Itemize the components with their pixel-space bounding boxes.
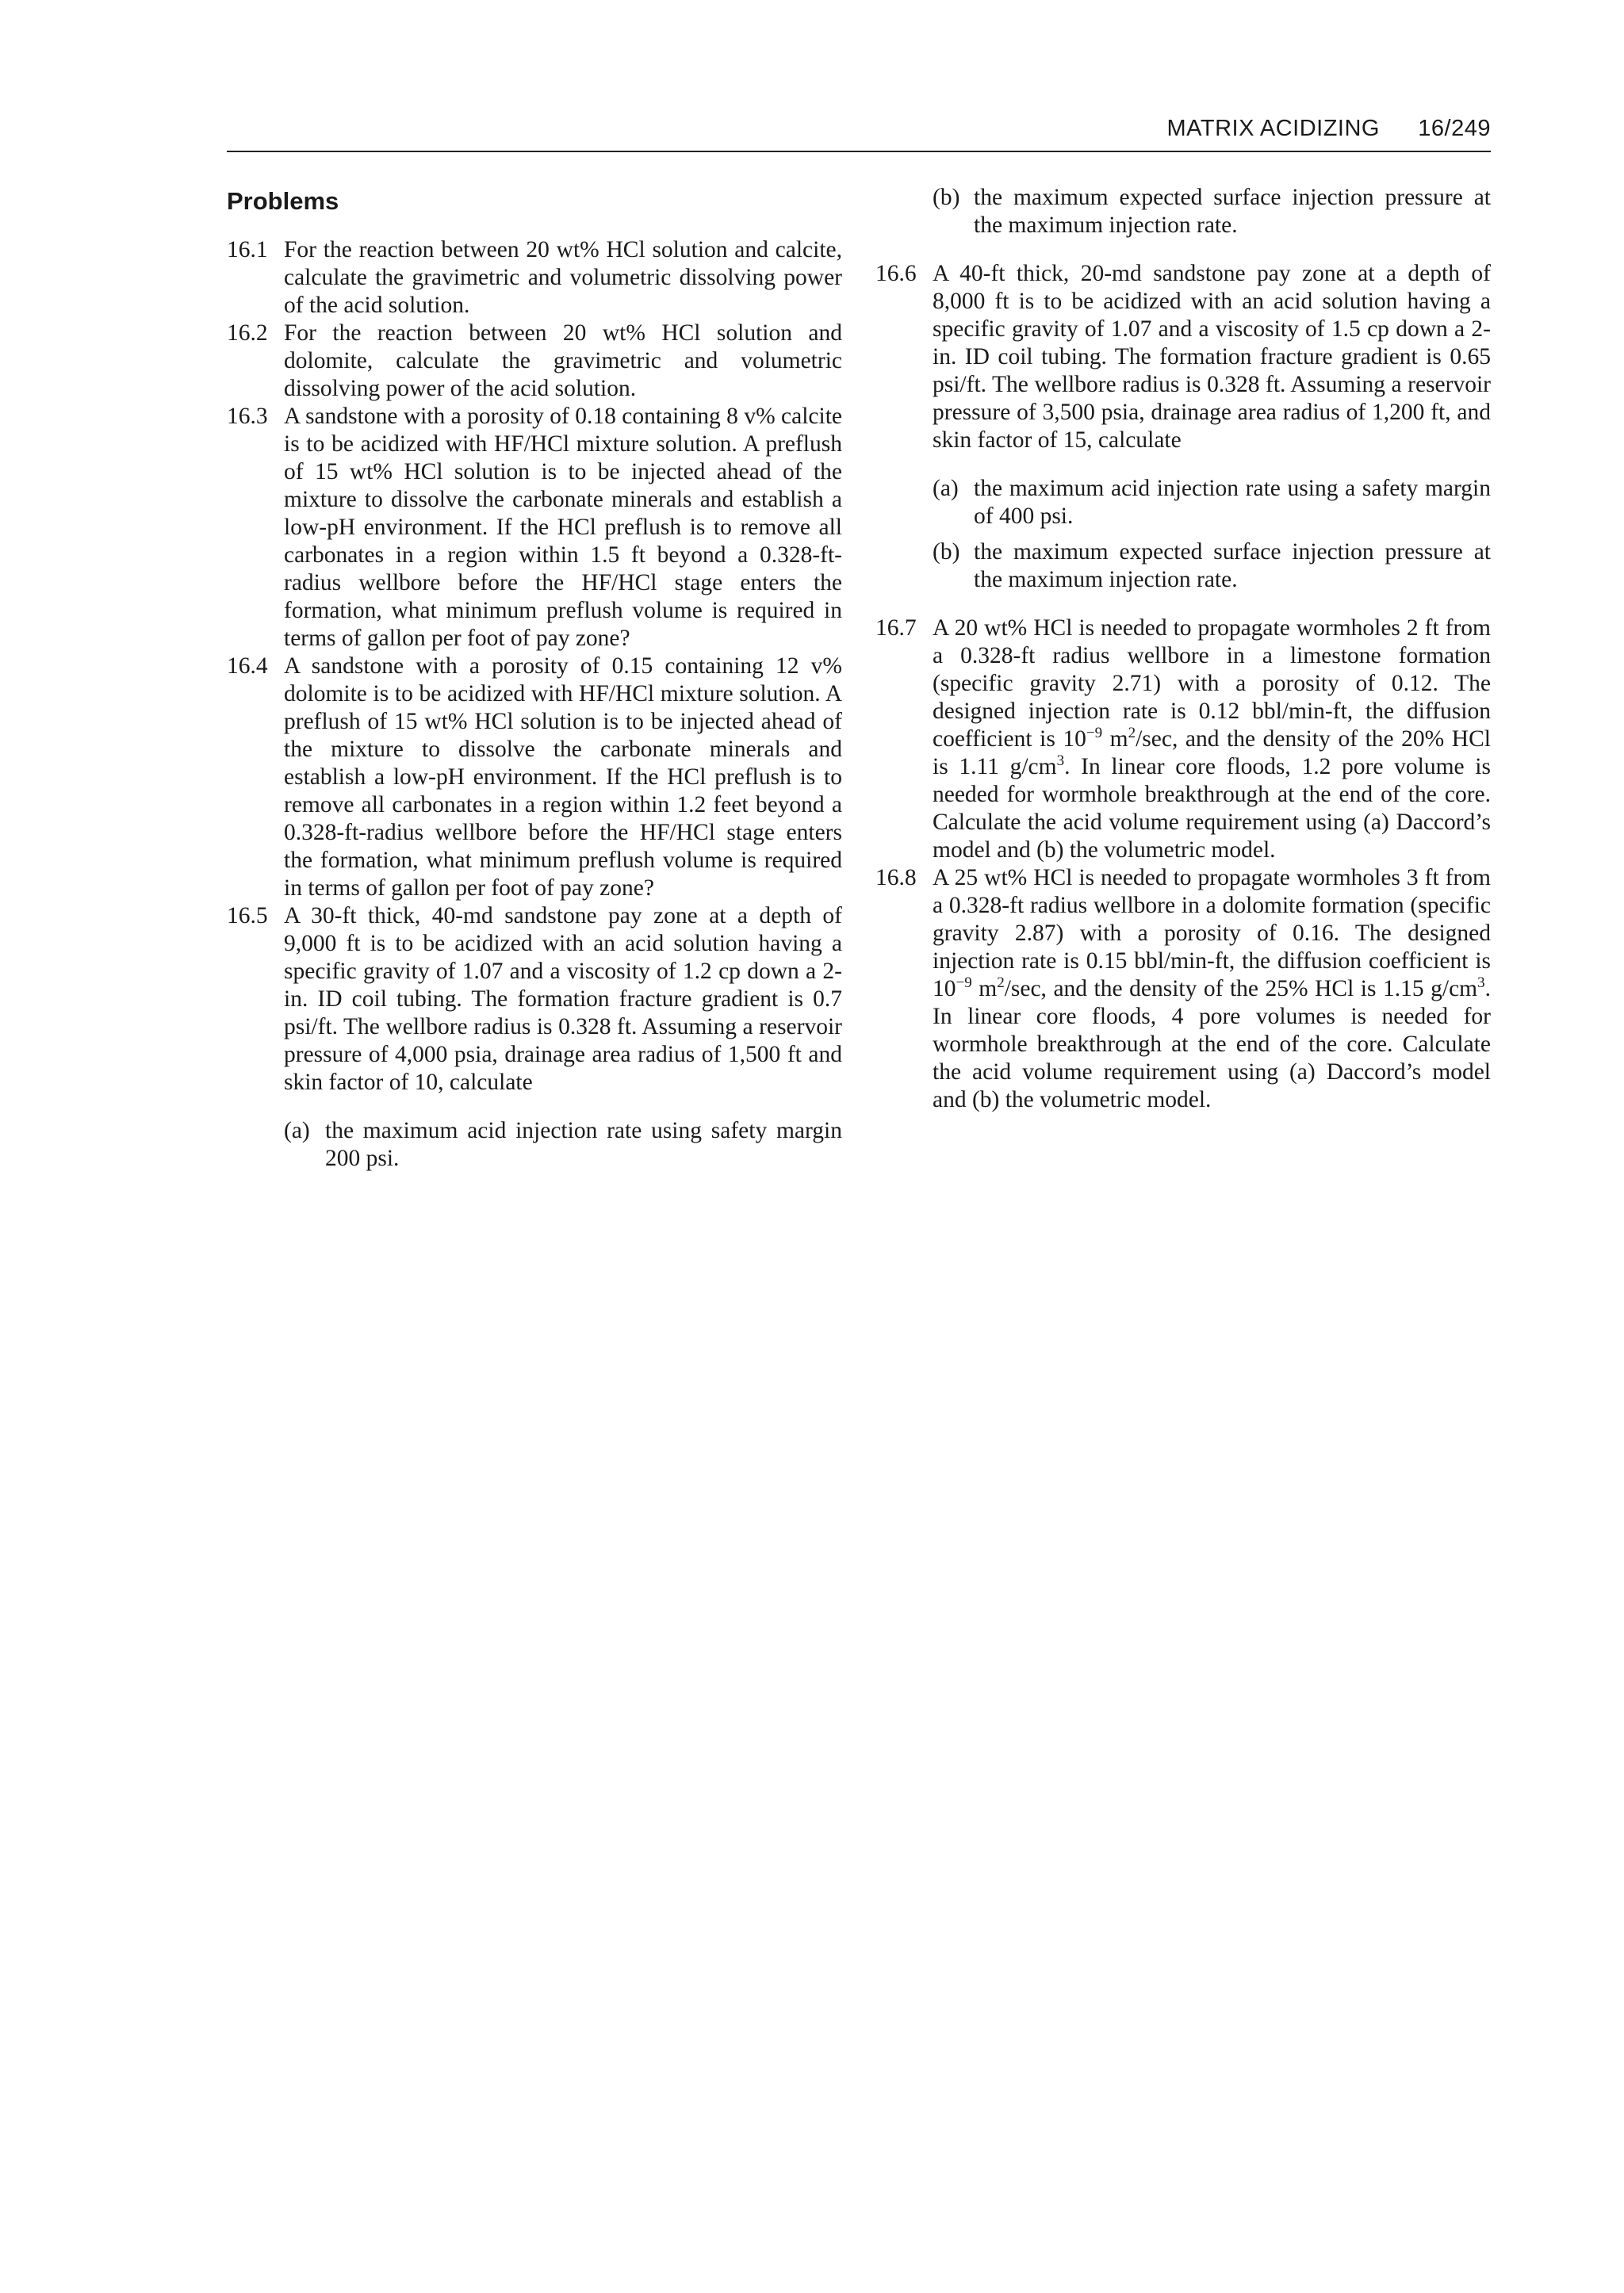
part-text: the maximum expected surface injection pressure at the maximum injection rate. (974, 539, 1491, 592)
right-column (875, 182, 1491, 1114)
problem-16-7 (875, 614, 1491, 864)
problem-part-a (933, 475, 1491, 530)
exponent: −9 (1086, 725, 1103, 742)
exponent: 3 (1477, 974, 1485, 992)
problem-16-6 (875, 260, 1491, 594)
problem-text: A 20 wt% HCl is needed to propagate wormholes 2 ft from a 0.328-ft radius wellbore in a limestone formation (specific gravity 2.71) with a porosity of 0.12. The designed injection rate is 0.12 bbl/min-ft, the diffusion coefficient is $10^{-9}$ $m^2/\sec$, and the density of the 20% HCl is 1.11 $g/cm^3$. In linear core floods, 1.2 pore volume is needed for wormhole breakthrough at the end of the core. Calculate the acid volume requirement using (a) Daccord’s model and (b) the volumetric model. (933, 615, 1491, 863)
part-label: (b) (933, 539, 960, 565)
part-label: (b) (933, 185, 960, 210)
problem-parts (933, 475, 1491, 594)
exponent: 3 (1056, 752, 1065, 770)
problem-parts (284, 1117, 842, 1173)
page-number: 16/249 (1418, 116, 1491, 141)
problem-part-a (284, 1117, 842, 1173)
problem-number: 16.2 (227, 320, 268, 346)
problem-text: A 40-ft thick, 20-md sandstone pay zone at a depth of 8,000 ft is to be acidized with an acid solution having a specific gravity of 1.07 and a viscosity of 1.5 cp down a 2-in. ID coil tubing. The formation fracture gradient is 0.65 psi/ft. The wellbore radius is 0.328 ft. Assuming a reservoir pressure of 3,500 psia, drainage area radius of 1,200 ft, and skin factor of 15, calculate (933, 261, 1491, 453)
part-text: the maximum acid injection rate using a safety margin of 400 psi. (974, 476, 1491, 529)
section-heading: Problems (227, 187, 339, 215)
problem-number: 16.5 (227, 903, 268, 928)
problem-number: 16.4 (227, 653, 268, 679)
exponent: 2 (997, 974, 1005, 992)
problem-text: For the reaction between 20 wt% HCl solution and dolomite, calculate the gravimetric and volumetric dissolving power of the acid solution. (284, 320, 842, 401)
problem-number: 16.1 (227, 237, 268, 262)
exponent: −9 (956, 974, 972, 992)
problem-16-1 (227, 236, 842, 320)
problem-16-2 (227, 320, 842, 403)
problem-text: A sandstone with a porosity of 0.18 containing 8 v% calcite is to be acidized with HF/HCl mixture solution. A preflush of 15 wt% HCl solution is to be injected ahead of the mixture to dissolve the carbonate minerals and establish a low-pH environment. If the HCl preflush is to remove all carbonates in a region within 1.5 ft beyond a 0.328-ft-radius wellbore before the HF/HCl stage enters the formation, what minimum preflush volume is required in terms of gallon per foot of pay zone? (284, 404, 842, 651)
left-column (227, 182, 842, 1193)
problem-16-4 (227, 653, 842, 902)
problem-text: For the reaction between 20 wt% HCl solution and calcite, calculate the gravimetric and volumetric dissolving power of the acid solution. (284, 237, 842, 318)
problem-16-3 (227, 403, 842, 653)
problem-number: 16.3 (227, 404, 268, 429)
running-header (227, 111, 1491, 152)
problem-text: A sandstone with a porosity of 0.15 containing 12 v% dolomite is to be acidized with HF/HCl mixture solution. A preflush of 15 wt% HCl solution is to be injected ahead of the mixture to dissolve the carbonate minerals and establish a low-pH environment. If the HCl preflush is to remove all carbonates in a region within 1.2 feet beyond a 0.328-ft-radius wellbore before the HF/HCl stage enters the formation, what minimum preflush volume is required in terms of gallon per foot of pay zone? (284, 653, 842, 901)
problem-16-5 (227, 902, 842, 1173)
part-label: (a) (933, 476, 959, 501)
problem-number: 16.8 (875, 865, 917, 890)
part-text: the maximum expected surface injection pressure at the maximum injection rate. (974, 185, 1491, 238)
problem-part-b (933, 538, 1491, 594)
part-label: (a) (284, 1118, 310, 1143)
problem-text: A 30-ft thick, 40-md sandstone pay zone at a depth of 9,000 ft is to be acidized with an acid solution having a specific gravity of 1.07 and a viscosity of 1.2 cp down a 2-in. ID coil tubing. The formation fracture gradient is 0.7 psi/ft. The wellbore radius is 0.328 ft. Assuming a reservoir pressure of 4,000 psia, drainage area radius of 1,500 ft and skin factor of 10, calculate (284, 903, 842, 1095)
exponent: 2 (1128, 725, 1136, 742)
problem-16-8 (875, 864, 1491, 1114)
chapter-title: MATRIX ACIDIZING (1166, 116, 1380, 141)
problem-text: A 25 wt% HCl is needed to propagate wormholes 3 ft from a 0.328-ft radius wellbore in a dolomite formation (specific gravity 2.87) with a porosity of 0.16. The designed injection rate is 0.15 bbl/min-ft, the diffusion coefficient is $10^{-9}$ $m^2/\sec$, and the density of the 25% HCl is 1.15 $g/cm^3$. In linear core floods, 4 pore volumes is needed for wormhole breakthrough at the end of the core. Calculate the acid volume requirement using (a) Daccord’s model and (b) the volumetric model. (933, 865, 1491, 1112)
part-text: the maximum acid injection rate using safety margin 200 psi. (325, 1118, 842, 1171)
problem-number: 16.6 (875, 261, 917, 286)
problem-16-5-part-b (933, 184, 1491, 239)
problem-number: 16.7 (875, 615, 917, 641)
